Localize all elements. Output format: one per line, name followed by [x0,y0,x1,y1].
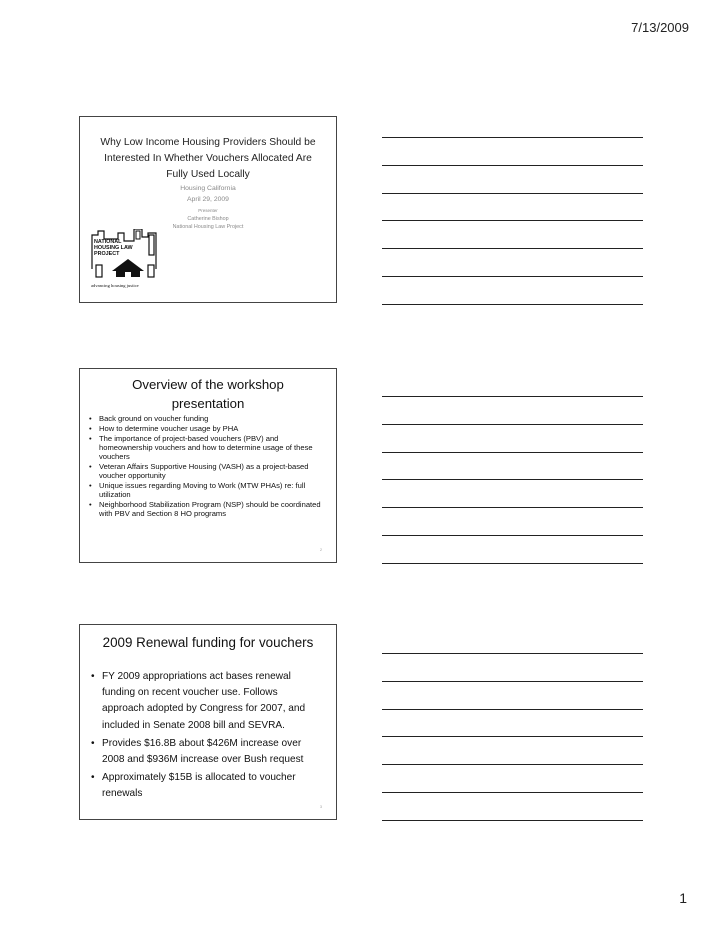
slide-1-event: Housing California [180,185,236,192]
slide-1-title: Why Low Income Housing Providers Should be Interested In Whether Vouchers Allocated Are Fully Used Locally [100,137,316,180]
list-item: • Unique issues regarding Moving to Work (MTW PHAs) re: full utilization [88,481,330,500]
slide-2-number: 2 [320,548,322,552]
slide-2-bullets [88,414,330,519]
slide-2-title: Overview of the workshop presentation [132,377,284,411]
note-line [382,479,643,480]
note-line [382,563,643,564]
slide-1-organization: National Housing Law Project [172,224,244,230]
note-line [382,653,643,654]
note-line [382,736,643,737]
nhlp-logo [90,229,162,289]
note-line [382,792,643,793]
slide-2 [79,368,337,563]
note-line [382,820,643,821]
note-line [382,220,643,221]
list-item: • Veteran Affairs Supportive Housing (VASH) as a project-based voucher opportunity [88,462,330,481]
logo-line-3: PROJECT [94,251,120,257]
note-line [382,764,643,765]
note-line [382,709,643,710]
note-line [382,165,643,166]
list-item: • Approximately $15B is allocated to voucher renewals [90,770,320,802]
page-date: 7/13/2009 [631,20,689,35]
note-line [382,396,643,397]
slide-1-presenter-label: Presenter [198,208,218,213]
list-item: • How to determine voucher usage by PHA [88,424,330,433]
logo-tagline: advancing housing justice [91,283,139,288]
note-line [382,424,643,425]
note-line [382,248,643,249]
slide-3-bullets [90,669,320,805]
slide-3-title: 2009 Renewal funding for vouchers [102,635,314,650]
logo-line-1: NATIONAL [94,239,122,245]
list-item: • Neighborhood Stabilization Program (NSP) should be coordinated with PBV and Section 8 HO programs [88,500,330,519]
slide-1-date: April 29, 2009 [187,196,229,203]
note-line [382,452,643,453]
note-line [382,304,643,305]
slide-1-presenter: Catherine Bishop [187,216,229,222]
logo-line-2: HOUSING LAW [94,245,133,251]
note-line [382,137,643,138]
list-item: • FY 2009 appropriations act bases renewal funding on recent voucher use. Follows approach adopted by Congress for 2007, and included in Senate 2008 bill and SEVRA. [90,669,320,734]
note-line [382,535,643,536]
list-item: • Back ground on voucher funding [88,414,330,423]
note-line [382,276,643,277]
slide-3-number: 3 [320,805,322,809]
slide-3 [79,624,337,820]
list-item: • The importance of project-based vouchers (PBV) and homeownership vouchers and how to determine usage of these vouchers [88,434,330,462]
page-number: 1 [679,890,687,906]
list-item: • Provides $16.8B about $426M increase over 2008 and $936M increase over Bush request [90,736,320,768]
note-line [382,681,643,682]
note-line [382,507,643,508]
note-line [382,193,643,194]
slide-1 [79,116,337,303]
